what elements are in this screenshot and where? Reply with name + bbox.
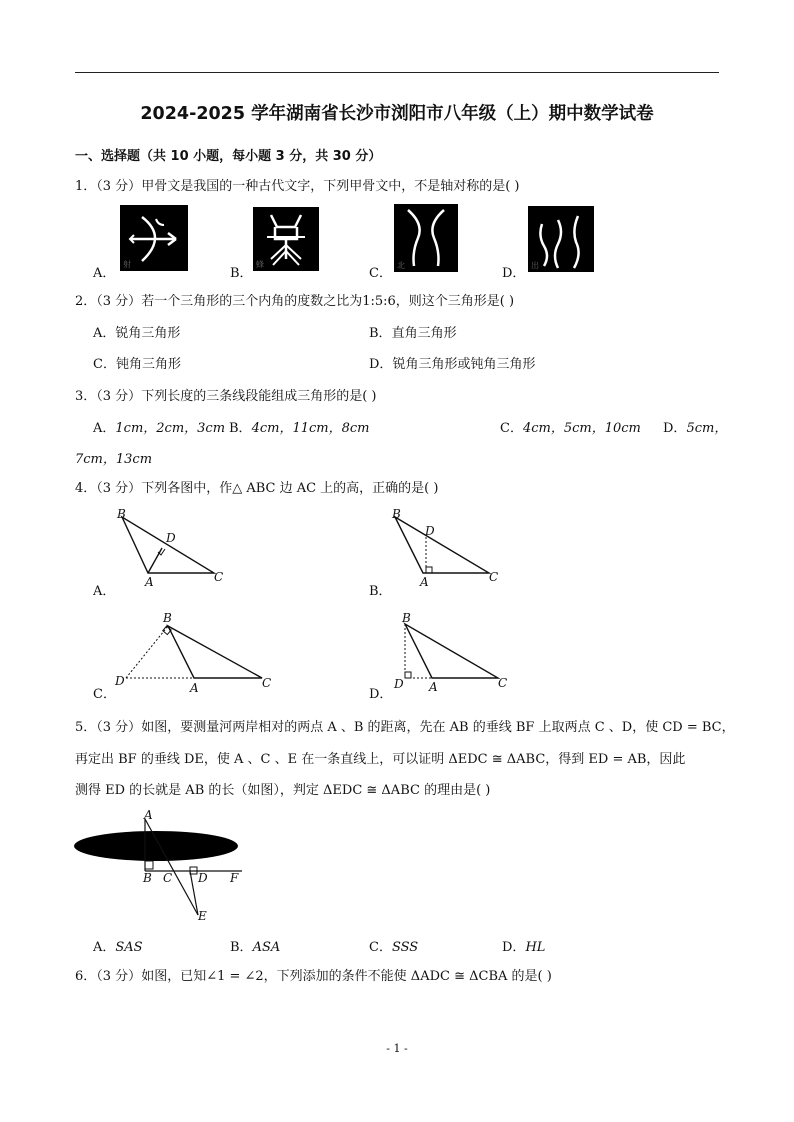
figure-4d [390, 610, 520, 695]
option-label: A． [93, 326, 116, 341]
three-strokes-glyph-icon [528, 206, 594, 272]
q4-option-b[interactable]: B． [369, 584, 392, 599]
q3-option-b[interactable] [229, 417, 369, 436]
q3-option-c[interactable] [500, 417, 641, 436]
q5-option-c[interactable] [369, 936, 418, 955]
question-stem: 下列长度的三条线段能组成三角形的是( ) [141, 389, 377, 404]
figure-4b [385, 505, 510, 590]
option-text: ASA [252, 940, 281, 955]
glyph-caption: 北 [397, 261, 405, 270]
label-d: D [394, 677, 404, 691]
label-f: F [230, 871, 239, 885]
label-b: B [163, 611, 172, 625]
river-diagram [72, 805, 252, 923]
question-3 [75, 385, 376, 404]
section-heading: 一、选择题（共 10 小题，每小题 3 分，共 30 分） [75, 149, 382, 164]
label-c: C [489, 570, 499, 584]
q4-option-a[interactable]: A． [93, 584, 116, 599]
option-text: 5cm， [686, 421, 728, 436]
label-c: C [498, 676, 508, 690]
river-shape [74, 831, 238, 861]
q5-option-d[interactable] [502, 936, 545, 955]
question-number: 5．（3 分） [75, 720, 142, 735]
oracle-glyph-c-image [394, 204, 458, 272]
q2-option-a[interactable] [93, 322, 180, 341]
option-text: SAS [115, 940, 143, 955]
q1-option-c[interactable]: C． [369, 266, 392, 281]
option-text: 4cm，11cm，8cm [251, 421, 370, 436]
label-b: B [117, 507, 126, 521]
option-label: A． [93, 940, 116, 955]
question-stem: 下列各图中，作△ ABC 边 AC 上的高，正确的是( ) [141, 481, 439, 496]
option-label: C． [93, 357, 116, 372]
option-label: B． [230, 940, 253, 955]
option-label: A． [93, 421, 116, 436]
question-5-line-1 [75, 716, 735, 735]
glyph-caption: 射 [123, 260, 131, 269]
page-number: - 1 - [386, 1042, 408, 1055]
label-b: B [143, 871, 152, 885]
q1-option-b[interactable]: B． [230, 266, 253, 281]
label-a: A [145, 575, 154, 589]
q4-option-c[interactable]: C． [93, 687, 116, 702]
option-label: D． [369, 357, 393, 372]
option-text: 锐角三角形或钝角三角形 [392, 357, 536, 372]
q2-option-b[interactable] [369, 322, 457, 341]
top-rule [75, 72, 719, 73]
option-label: B． [229, 421, 252, 436]
label-d: D [115, 674, 125, 688]
q1-option-d[interactable]: D． [502, 266, 526, 281]
page-title: 2024-2025 学年湖南省长沙市浏阳市八年级（上）期中数学试卷 [140, 104, 654, 124]
question-1 [75, 175, 519, 194]
bow-arrow-glyph-icon [120, 205, 188, 271]
question-stem: 甲骨文是我国的一种古代文字，下列甲骨文中，不是轴对称的是( ) [141, 179, 520, 194]
question-number: 4．（3 分） [75, 481, 142, 496]
label-c: C [262, 676, 272, 690]
question-5-line-2: 再定出 BF 的垂线 DE，使 A 、C 、E 在一条直线上，可以证明 ΔEDC ≅ ΔABC，得到 ED = AB，因此 [75, 752, 686, 767]
glyph-caption: 出 [531, 261, 539, 270]
question-4 [75, 477, 438, 496]
question-number: 6．（3 分） [75, 969, 142, 984]
question-2 [75, 290, 514, 309]
label-c: C [214, 570, 224, 584]
glyph-caption: 蜂 [256, 260, 264, 269]
label-b: B [392, 507, 401, 521]
oracle-glyph-d-image [528, 206, 594, 272]
option-label: C． [500, 421, 523, 436]
oracle-glyph-b-image [253, 207, 319, 271]
question-number: 1．（3 分） [75, 179, 142, 194]
q1-option-a[interactable]: A． [93, 266, 116, 281]
q2-option-d[interactable] [369, 353, 535, 372]
option-text: HL [525, 940, 546, 955]
label-a: A [420, 575, 429, 589]
label-b: B [402, 611, 411, 625]
question-stem: 若一个三角形的三个内角的度数之比为1:5:6，则这个三角形是( ) [141, 294, 515, 309]
label-a: A [144, 808, 153, 822]
option-text: 锐角三角形 [115, 326, 181, 341]
label-e: E [198, 909, 207, 923]
question-stem: 如图，已知∠1 = ∠2，下列添加的条件不能使 ΔADC ≅ ΔCBA 的是( ) [141, 969, 552, 984]
option-label: D． [502, 940, 526, 955]
option-text: SSS [391, 940, 419, 955]
option-text: 钝角三角形 [115, 357, 181, 372]
q5-option-a[interactable] [93, 936, 143, 955]
question-number: 3．（3 分） [75, 389, 142, 404]
question-6 [75, 965, 552, 984]
label-a: A [429, 680, 438, 694]
insect-glyph-icon [253, 207, 319, 271]
oracle-glyph-a-image [120, 205, 188, 271]
label-c: C [163, 871, 173, 885]
option-text: 直角三角形 [391, 326, 457, 341]
option-label: B． [369, 326, 392, 341]
q4-option-d[interactable]: D． [369, 687, 393, 702]
question-stem: 如图，要测量河两岸相对的两点 A 、B 的距离，先在 AB 的垂线 BF 上取两点 C 、D，使 CD = BC， [141, 720, 735, 735]
two-figures-glyph-icon [394, 204, 458, 272]
figure-4c [110, 610, 280, 695]
option-text: 4cm，5cm，10cm [522, 421, 641, 436]
option-label: C． [369, 940, 392, 955]
q2-option-c[interactable] [93, 353, 181, 372]
question-5-line-3: 测得 ED 的长就是 AB 的长（如图），判定 ΔEDC ≅ ΔABC 的理由是( ) [75, 783, 491, 798]
q3-option-d-continued: 7cm，13cm [75, 452, 153, 467]
label-d: D [198, 871, 208, 885]
option-text: 1cm，2cm，3cm [115, 421, 226, 436]
figure-4a [110, 505, 240, 590]
question-number: 2．（3 分） [75, 294, 142, 309]
label-d: D [425, 524, 435, 538]
q3-option-a[interactable] [93, 417, 225, 436]
label-a: A [190, 681, 199, 695]
q3-option-d[interactable] [663, 417, 727, 436]
q5-option-b[interactable] [230, 936, 280, 955]
label-d: D [166, 531, 176, 545]
option-label: D． [663, 421, 687, 436]
